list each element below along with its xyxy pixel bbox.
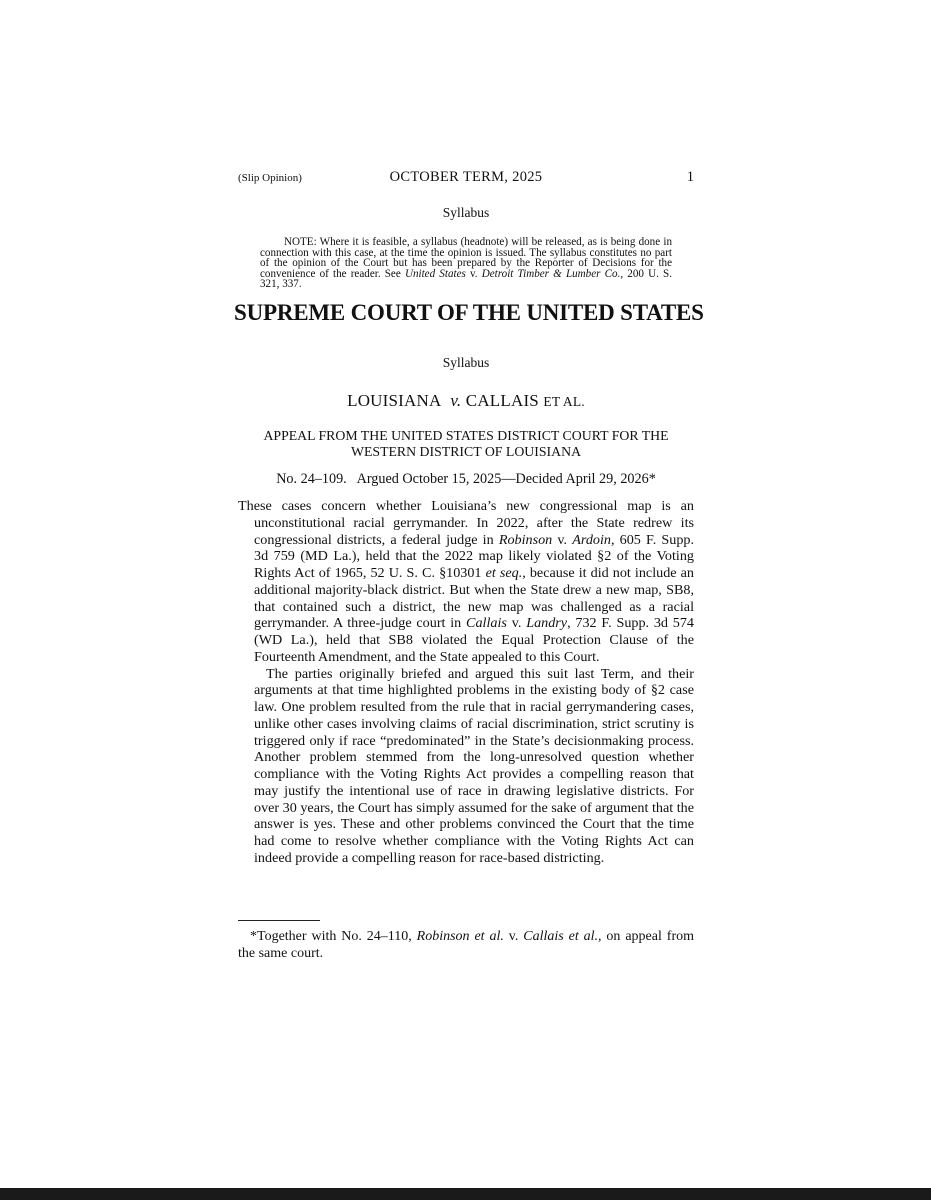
appeal-heading: [238, 428, 694, 459]
note-case-name: United States: [404, 267, 466, 280]
syllabus-heading-top: Syllabus: [442, 205, 490, 220]
caption-versus: v.: [450, 391, 462, 410]
bottom-edge-bar: [0, 1188, 931, 1200]
case-ardoin: Ardoin: [572, 531, 611, 548]
para1-text-b: , 605 F. Supp. 3d 759 (MD La.), held that the 2022 map likely violated §2 of the Voting Rights Act of 1965, 52 U. S. C. §10301: [254, 531, 694, 581]
caption-et-al: ET AL.: [543, 394, 585, 409]
page-number: 1: [686, 169, 694, 185]
case-robinson: Robinson: [498, 531, 553, 548]
paragraph-1: [238, 498, 694, 666]
footnote-text-a: *Together with No. 24–110,: [250, 929, 417, 944]
docket-line: No. 24–109. Argued October 15, 2025—Decided April 29, 2026*: [276, 471, 656, 487]
versus-1: v.: [552, 531, 573, 548]
para1-text-c: , because it did not include an additional majority-black district. But when the State drew a new map, SB8, that contained such a district, the new map was challenged as a racial gerrymander. A three-judge court in: [254, 565, 694, 632]
slip-opinion-label: (Slip Opinion): [238, 172, 302, 184]
note-versus: v.: [465, 267, 482, 280]
caption-party-a: LOUISIANA: [347, 391, 442, 410]
term-heading: OCTOBER TERM, 2025: [389, 169, 543, 185]
case-caption: [238, 391, 694, 411]
court-title: SUPREME COURT OF THE UNITED STATES: [234, 300, 704, 325]
running-head: [238, 169, 694, 189]
para1-text-a: These cases concern whether Louisiana’s new congressional map is an unconstitutional racial gerrymander. In 2022, after the State redrew its congressional districts, a federal judge in: [238, 498, 694, 548]
syllabus-body: [238, 498, 694, 867]
case-landry: Landry: [526, 615, 568, 632]
case-callais: Callais: [466, 615, 507, 632]
para1-text-d: , 732 F. Supp. 3d 574 (WD La.), held that SB8 violated the Equal Protection Clause of the Fourteenth Amendment, and the State appealed to this Court.: [254, 615, 694, 665]
et-seq: et seq.: [485, 565, 523, 581]
appeal-line-2: WESTERN DISTRICT OF LOUISIANA: [350, 443, 582, 459]
footnote: [238, 929, 694, 962]
caption-party-b: CALLAIS: [465, 391, 539, 410]
note-citation: 200 U. S. 321, 337.: [260, 267, 672, 291]
syllabus-heading: Syllabus: [442, 355, 490, 370]
note-text: NOTE: Where it is feasible, a syllabus (headnote) will be released, as is being done in connection with this case, at the time the opinion is issued. The syllabus constitutes no part of the opinion of the Court but has been prepared by the Reporter of Decisions for the convenience of the reader. See: [260, 236, 672, 280]
versus-2: v.: [506, 615, 527, 632]
appeal-line-1: APPEAL FROM THE UNITED STATES DISTRICT COURT FOR THE: [263, 428, 669, 443]
footnote-versus: v.: [503, 929, 524, 944]
footnote-rule: [238, 920, 320, 921]
reporter-note: [260, 237, 672, 290]
footnote-case-robinson: Robinson et al.: [416, 929, 504, 944]
footnote-case-callais: Callais et al.: [523, 929, 599, 944]
footnote-text-b: , on appeal from the same court.: [238, 929, 694, 961]
note-case-name-2: Detroit Timber & Lumber Co.,: [481, 267, 624, 280]
paragraph-2: The parties originally briefed and argued this suit last Term, and their arguments at that time highlighted problems in the existing body of §2 case law. One problem resulted from the rule that in racial gerrymandering cases, unlike other cases involving claims of racial discrimination, strict scrutiny is triggered only if race “predominated” in the State’s decisionmaking process. Another problem stemmed from the long-unresolved question whether compliance with the Voting Rights Act provides a compelling reason that may justify the intentional use of race in drawing legislative districts. For over 30 years, the Court has simply assumed for the sake of argument that the answer is yes. These and other problems convinced the Court that the time had come to resolve whether compliance with the Voting Rights Act can indeed provide a compelling reason for race-based districting.: [254, 665, 694, 866]
